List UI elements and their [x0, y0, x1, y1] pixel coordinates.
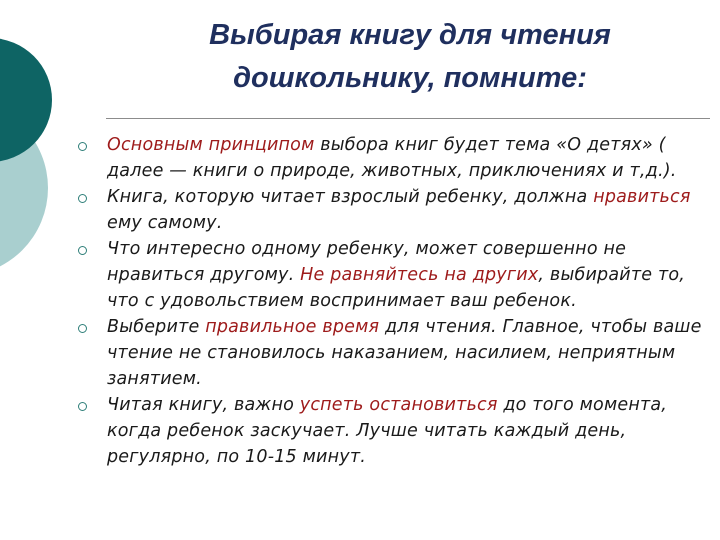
highlighted-text: Основным принципом — [107, 135, 315, 155]
highlighted-text: нравиться — [593, 187, 691, 207]
item-text: ему самому. — [107, 213, 223, 233]
item-text: Что интересно одному ребенку, может совершенно не нравиться другому. — [107, 239, 627, 285]
title-line-1: Выбирая книгу для чтения — [209, 19, 611, 51]
item-text: для чтения. Главное, чтобы ваше чтение не становилось наказанием, насилием, неприятным занятием. — [107, 317, 702, 389]
title-line-2: дошкольнику, помните: — [233, 62, 587, 94]
bullet-list — [78, 132, 703, 470]
bullet-circle-icon — [78, 402, 87, 411]
highlighted-text: Не равняйтесь на других — [300, 265, 539, 285]
highlighted-text: правильное время — [205, 317, 380, 337]
bullet-item — [78, 314, 703, 392]
item-text: Выберите — [107, 317, 206, 337]
item-text: до того момента, когда ребенок заскучает. Лучше читать каждый день, регулярно, по 10-15 минут. — [107, 395, 668, 467]
bullet-item — [78, 132, 703, 184]
item-text: Книга, которую читает взрослый ребенку, должна — [107, 187, 594, 207]
item-text: выбора книг будет тема «О детях» ( далее — книги о природе, животных, приключениях и т,д.). — [107, 135, 677, 181]
bullet-circle-icon — [78, 324, 87, 333]
bullet-item — [78, 392, 703, 470]
title-divider — [106, 118, 710, 119]
item-text: Читая книгу, важно — [107, 395, 300, 415]
bullet-item — [78, 236, 703, 314]
decorative-circles — [0, 0, 80, 300]
highlighted-text: успеть остановиться — [299, 395, 498, 415]
bullet-circle-icon — [78, 194, 87, 203]
item-text: , выбирайте то, что с удовольствием воспринимает ваш ребенок. — [107, 265, 686, 311]
bullet-circle-icon — [78, 142, 87, 151]
bullet-circle-icon — [78, 246, 87, 255]
bullet-item — [78, 184, 703, 236]
slide-title — [120, 14, 700, 100]
